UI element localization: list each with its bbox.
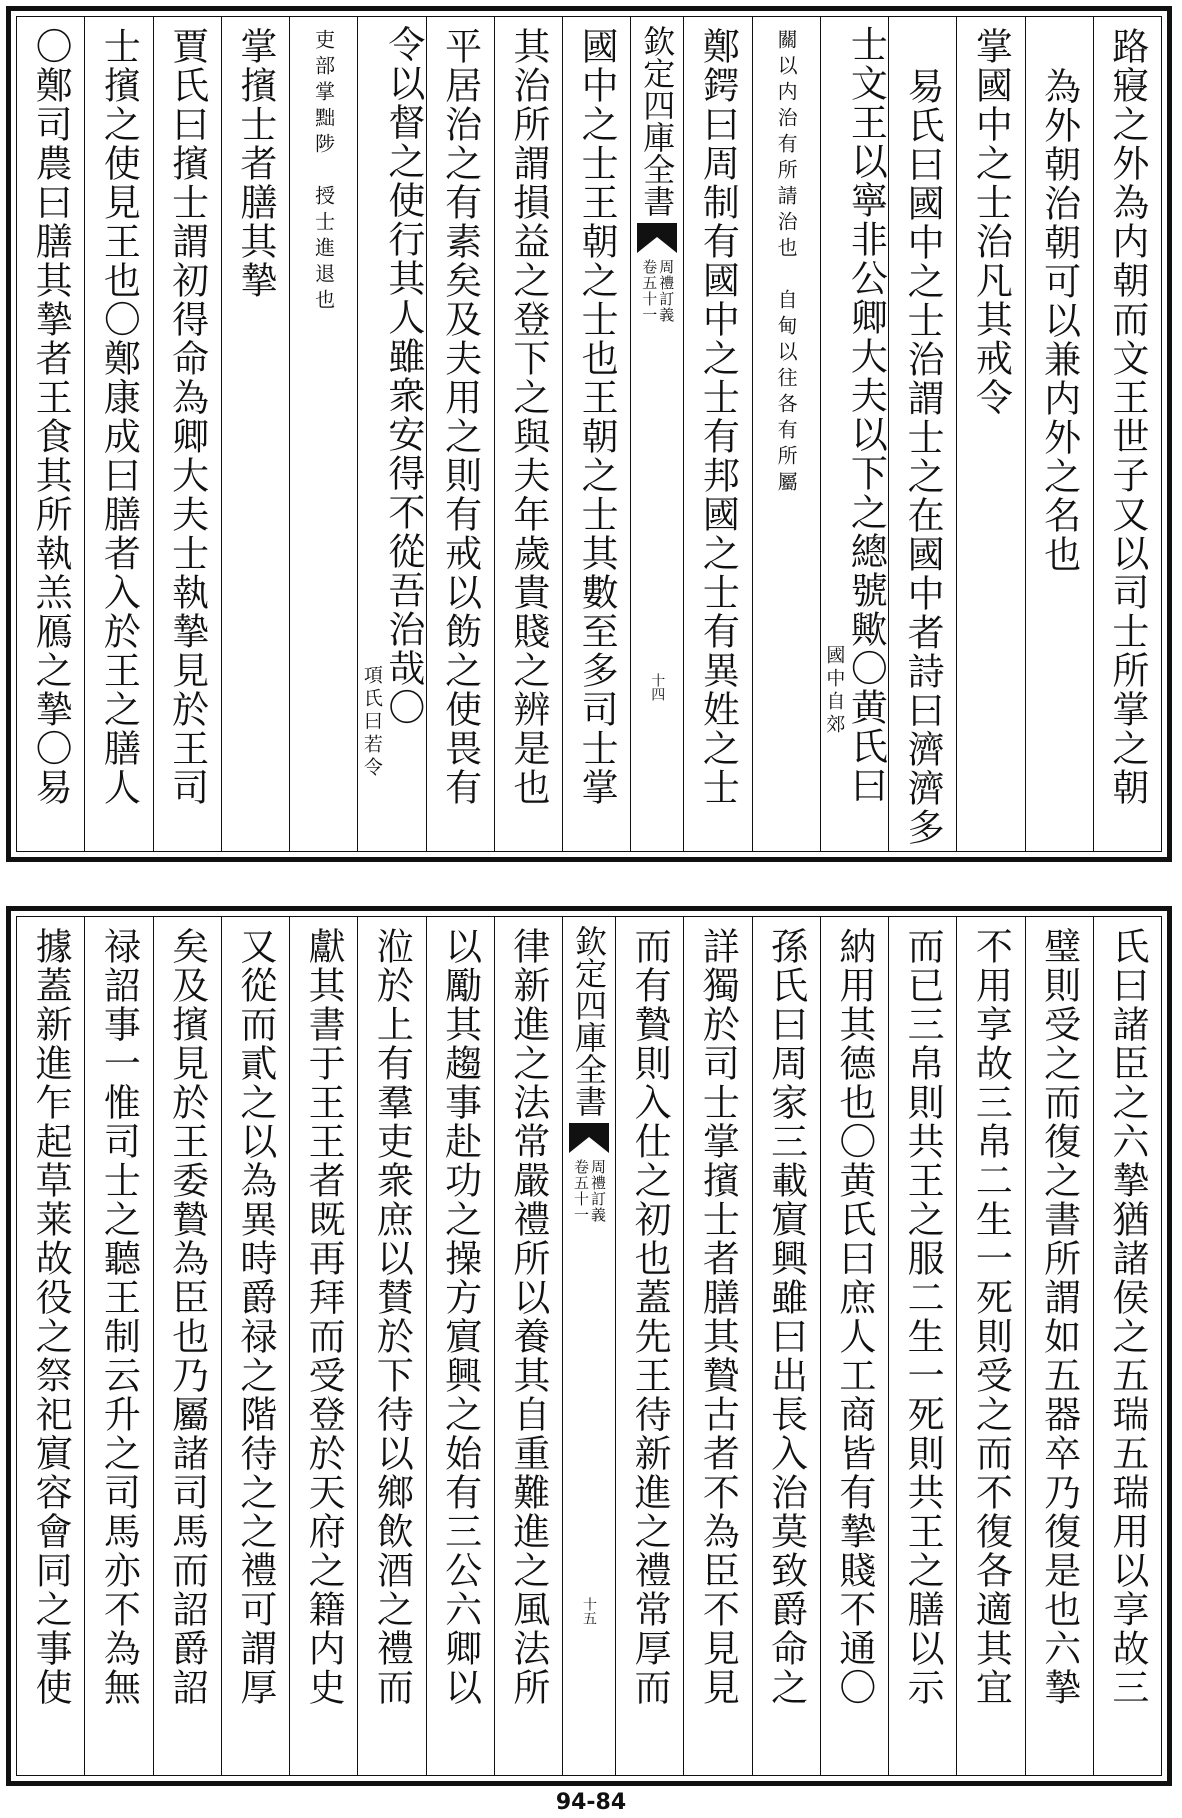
text-column <box>221 917 289 1775</box>
text-column <box>357 17 425 851</box>
column-with-note <box>360 17 425 780</box>
column-text: 為外朝治朝可以兼内外之名也 <box>1037 67 1081 574</box>
column-text: 璧則受之而復之書所謂如五器卒乃復是也六摯 <box>1037 927 1081 1707</box>
column-text: 平居治之有素矣及夫用之則有戒以飭之使畏有 <box>438 27 482 807</box>
text-column <box>683 917 751 1775</box>
column-text: 路寢之外為内朝而文王世子又以司士所掌之朝 <box>1105 27 1149 807</box>
book-title: 周禮訂義 <box>657 259 676 323</box>
text-column <box>153 17 221 851</box>
page-upper <box>6 6 1172 862</box>
column-text: 〇鄭司農曰膳其摯者王食其所執羔鴈之摯〇易 <box>29 27 73 807</box>
leaf-number: 十四 <box>649 673 666 701</box>
note-text: 吏部掌黜陟 授士進退也 <box>311 29 336 315</box>
column-text: 禄詔事一惟司士之聽王制云升之司馬亦不為無 <box>97 927 141 1707</box>
text-column <box>84 17 152 851</box>
page-upper-frame <box>16 16 1162 852</box>
column-text: 不用享故三帛二生一死則受之而不復各適其宜 <box>969 927 1013 1707</box>
column-text: 又從而貳之以為異時爵禄之階待之之禮可謂厚 <box>233 927 277 1707</box>
text-column <box>956 917 1024 1775</box>
running-title: 欽定四庫全書 <box>638 25 677 217</box>
commentary-note <box>774 17 799 497</box>
text-column <box>1093 917 1161 1775</box>
column-text: 律新進之法常嚴禮所以養其自重難進之風法所 <box>506 927 550 1707</box>
text-column <box>357 917 425 1775</box>
text-column <box>562 17 630 851</box>
text-column <box>153 917 221 1775</box>
text-column <box>1025 917 1093 1775</box>
column-text: 以勵其趨事赴功之操方賔興之始有三公六卿以 <box>438 927 482 1707</box>
fishtail-mark-icon <box>637 223 677 253</box>
text-column <box>820 17 888 851</box>
volume-label: 卷五十一 <box>640 259 659 323</box>
column-text: 其治所謂損益之登下之與夫年歲貴賤之辨是也 <box>506 27 550 807</box>
text-column <box>1093 17 1161 851</box>
text-column <box>289 917 357 1775</box>
column-text: 掌擯士者膳其摯 <box>233 27 277 300</box>
column-text: 納用其德也〇黄氏曰庶人工商皆有摯賤不通〇 <box>832 927 876 1707</box>
annotation-note: 項氏曰若令 <box>360 665 383 780</box>
column-text: 據蓋新進乍起草莱故役之祭祀賔容會同之事使 <box>29 927 73 1707</box>
column-text: 而有贄則入仕之初也蓋先王待新進之禮常厚而 <box>628 927 672 1707</box>
text-column <box>888 917 956 1775</box>
column-text: 涖於上有羣吏衆庶以賛於下待以鄉飲酒之禮而 <box>370 927 414 1707</box>
volume-label: 卷五十一 <box>572 1159 590 1223</box>
note-text: 關以内治有所請治也 自甸以往各有所屬 <box>774 29 799 497</box>
column-text: 士文王以寧非公卿大夫以下之總號歟〇黄氏曰 <box>844 25 888 805</box>
text-column <box>752 17 820 851</box>
text-column <box>683 17 751 851</box>
fold-center <box>562 917 615 1775</box>
column-text: 掌國中之士治凡其戒令 <box>969 27 1013 417</box>
book-info <box>573 1159 605 1223</box>
leaf-number: 十五 <box>581 1597 597 1625</box>
running-title: 欽定四庫全書 <box>570 925 608 1117</box>
text-column <box>17 17 84 851</box>
commentary-note <box>311 17 336 315</box>
text-column <box>615 917 683 1775</box>
column-text: 國中之士王朝之士也王朝之士其數至多司士掌 <box>575 27 619 807</box>
page-lower <box>6 906 1172 1786</box>
fold-center <box>630 17 683 851</box>
column-text: 賈氏曰擯士謂初得命為卿大夫士執摯見於王司 <box>165 27 209 807</box>
text-column <box>426 17 494 851</box>
column-text: 鄭鍔曰周制有國中之士有邦國之士有異姓之士 <box>696 27 740 807</box>
column-text: 易氏曰國中之士治謂士之在國中者詩曰濟濟多 <box>901 67 945 847</box>
text-column <box>1025 17 1093 851</box>
text-column <box>289 17 357 851</box>
text-column <box>426 917 494 1775</box>
book-title: 周禮訂義 <box>589 1159 607 1223</box>
annotation-note: 國中自郊 <box>823 645 846 737</box>
fishtail-mark-icon <box>569 1123 609 1153</box>
column-text: 矣及擯見於王委贄為臣也乃屬諸司馬而詔爵詔 <box>165 927 209 1707</box>
column-text: 氏曰諸臣之六摯猶諸侯之五瑞五瑞用以享故三 <box>1105 927 1149 1707</box>
book-info <box>640 259 676 323</box>
text-column <box>752 917 820 1775</box>
column-text: 孫氏曰周家三載賔興雖曰出長入治莫致爵命之 <box>764 927 808 1707</box>
text-column <box>84 917 152 1775</box>
text-column <box>494 917 562 1775</box>
column-text: 令以督之使行其人雖衆安得不從吾治哉〇 <box>381 25 425 727</box>
column-text: 詳獨於司士掌擯士者膳其贄古者不為臣不見見 <box>696 927 740 1707</box>
column-text: 獻其書于王王者既再拜而受登於天府之籍内史 <box>302 927 346 1707</box>
page-lower-frame <box>16 916 1162 1776</box>
text-column <box>17 917 84 1775</box>
text-column <box>221 17 289 851</box>
text-column <box>888 17 956 851</box>
column-with-note <box>823 17 888 805</box>
text-column <box>956 17 1024 851</box>
column-text: 士擯之使見王也〇鄭康成曰膳者入於王之膳人 <box>97 27 141 807</box>
column-text: 而已三帛則共王之服二生一死則共王之膳以示 <box>901 927 945 1707</box>
text-column <box>494 17 562 851</box>
text-column <box>820 917 888 1775</box>
page-footer-number: 94-84 <box>555 1790 627 1815</box>
